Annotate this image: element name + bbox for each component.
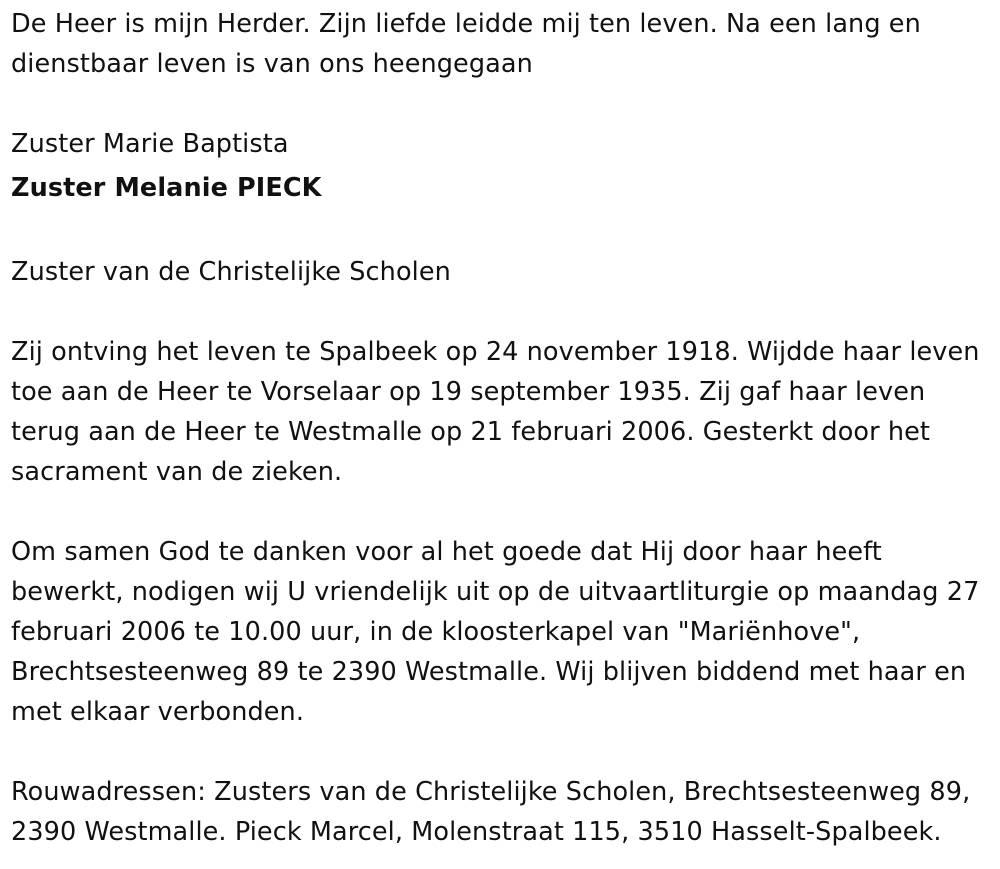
spacer <box>11 732 996 772</box>
intro-paragraph: De Heer is mijn Herder. Zijn liefde leidde mij ten leven. Na een lang en dienstbaar leven is van ons heengegaan <box>11 9 921 79</box>
invitation-paragraph: Om samen God te danken voor al het goede dat Hij door haar heeft bewerkt, nodigen wij U vriendelijk uit op de uitvaartliturgie op maandag 27 februari 2006 te 10.00 uur, in de kloosterkapel van "Mariënhove", Brechtsesteenweg 89 te 2390 Westmalle. Wij blijven biddend met haar en met elkaar verbonden. <box>11 537 980 727</box>
addresses-paragraph: Rouwadressen: Zusters van de Christelijke Scholen, Brechtsesteenweg 89, 2390 Westmalle. Pieck Marcel, Molenstraat 115, 3510 Hasselt-Spalbeek. <box>11 777 971 847</box>
congregation: Zuster van de Christelijke Scholen <box>11 257 451 287</box>
spacer <box>11 84 996 124</box>
religious-name: Zuster Marie Baptista <box>11 129 289 159</box>
spacer <box>11 292 996 332</box>
spacer <box>11 492 996 532</box>
spacer <box>11 212 996 252</box>
deceased-name: Zuster Melanie PIECK <box>11 173 322 203</box>
obituary-text <box>11 4 996 852</box>
biography-paragraph: Zij ontving het leven te Spalbeek op 24 november 1918. Wijdde haar leven toe aan de Heer te Vorselaar op 19 september 1935. Zij gaf haar leven terug aan de Heer te Westmalle op 21 februari 2006. Gesterkt door het sacrament van de zieken. <box>11 337 980 487</box>
